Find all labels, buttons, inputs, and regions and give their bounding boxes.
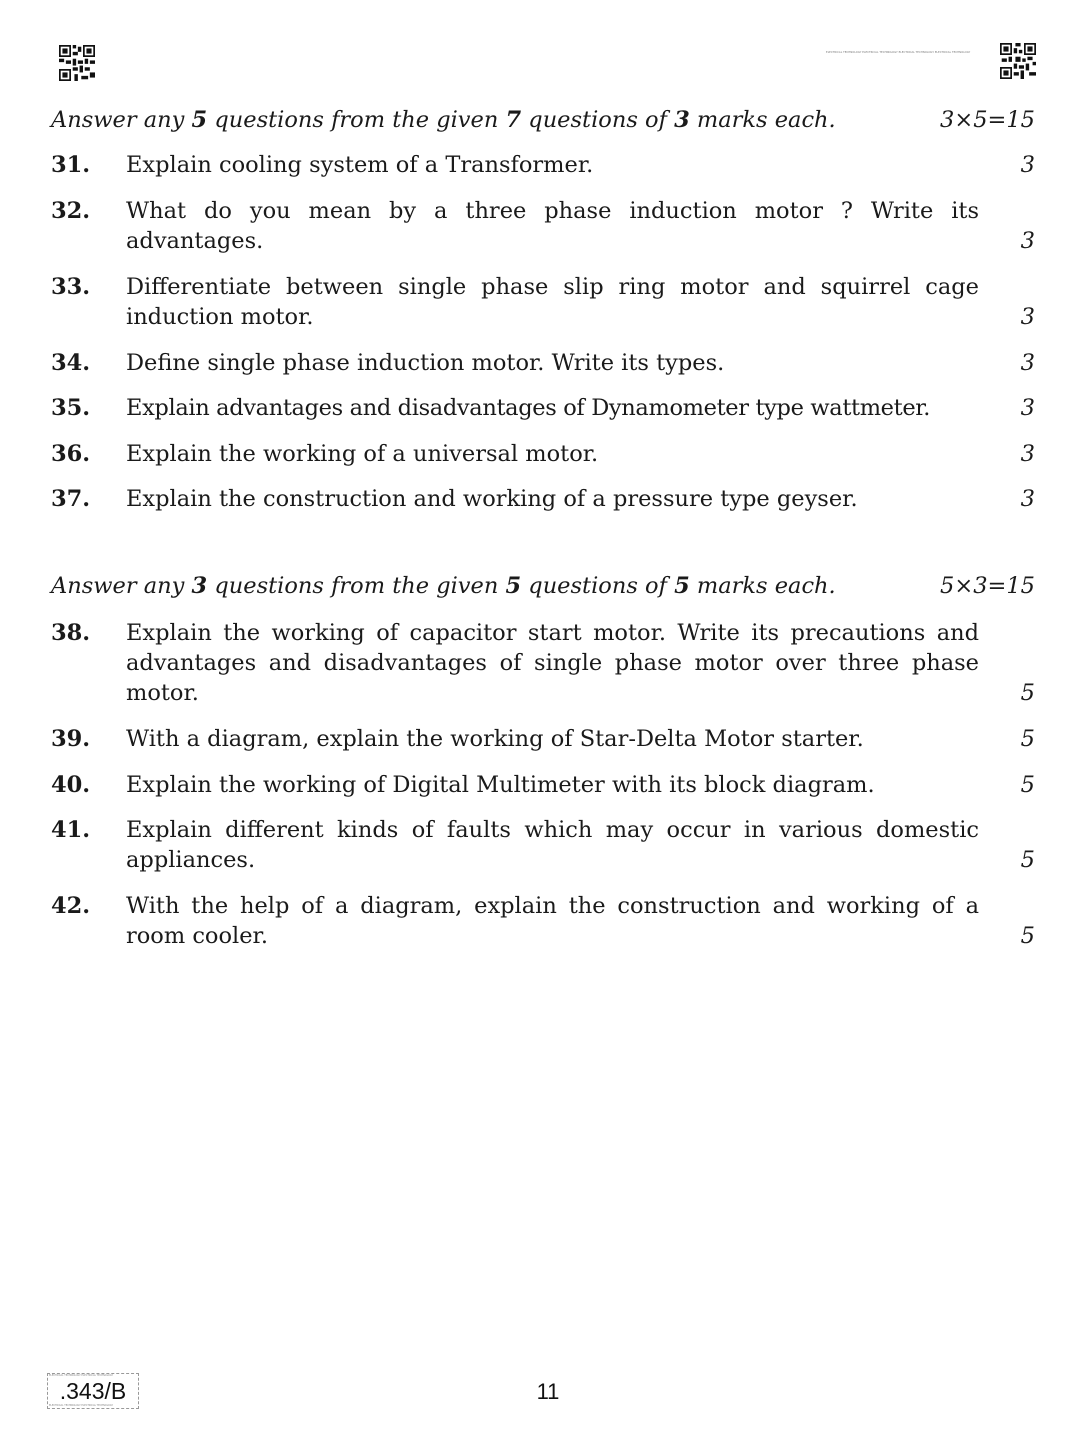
section-1-total-marks: 3×5=15 xyxy=(940,107,1035,133)
page-number: 11 xyxy=(536,1379,560,1404)
question-number: 34. xyxy=(51,350,91,376)
question-text: Define single phase induction motor. Write its types. xyxy=(126,350,725,376)
question-number: 38. xyxy=(51,620,91,646)
question-marks: 3 xyxy=(1020,228,1035,254)
question-number: 41. xyxy=(51,817,91,843)
question-text: With a diagram, explain the working of Star-Delta Motor starter. xyxy=(126,726,864,752)
question-marks: 5 xyxy=(1020,680,1035,706)
question-38 xyxy=(51,618,1035,708)
question-33 xyxy=(51,272,1035,332)
question-marks: 5 xyxy=(1020,772,1035,798)
question-number: 42. xyxy=(51,893,91,919)
question-number: 35. xyxy=(51,395,91,421)
question-text: Differentiate between single phase slip ring motor and squirrel cage induction motor. xyxy=(126,274,979,330)
question-text: Explain advantages and disadvantages of Dynamometer type wattmeter. xyxy=(126,395,931,421)
question-text: Explain the working of Digital Multimeter with its block diagram. xyxy=(126,772,875,798)
question-number: 32. xyxy=(51,198,91,224)
question-marks: 3 xyxy=(1020,152,1035,178)
section-2-instruction: Answer any 3 questions from the given 5 questions of 5 marks each. 5×3=15 xyxy=(51,573,1035,599)
question-32 xyxy=(51,196,1035,256)
question-39 xyxy=(51,724,1035,754)
question-35 xyxy=(51,393,1035,423)
question-text: Explain the working of capacitor start motor. Write its precautions and advantages and disadvantages of single phase motor over three phase motor. xyxy=(126,620,979,706)
section-2-total-marks: 5×3=15 xyxy=(940,573,1035,599)
question-marks: 5 xyxy=(1020,923,1035,949)
question-text: What do you mean by a three phase induction motor ? Write its advantages. xyxy=(126,198,979,254)
question-marks: 3 xyxy=(1020,304,1035,330)
section-1-instruction: Answer any 5 questions from the given 7 questions of 3 marks each. 3×5=15 xyxy=(51,107,1035,133)
question-number: 37. xyxy=(51,486,91,512)
footer-microtext-bottom: ELECTRICAL TECHNOLOGY ELECTRICAL TECHNOLOGY xyxy=(49,1404,114,1407)
question-34 xyxy=(51,348,1035,378)
question-marks: 3 xyxy=(1020,395,1035,421)
question-marks: 5 xyxy=(1020,726,1035,752)
paper-code: .343/B xyxy=(47,1373,139,1409)
question-text: Explain different kinds of faults which may occur in various domestic appliances. xyxy=(126,817,979,873)
footer-microtext-top: ELECTRICAL TECHNOLOGY ELECTRICAL TECHNOLOGY xyxy=(49,1374,114,1377)
question-37 xyxy=(51,484,1035,514)
question-number: 36. xyxy=(51,441,91,467)
question-marks: 3 xyxy=(1020,486,1035,512)
question-42 xyxy=(51,891,1035,951)
question-marks: 3 xyxy=(1020,350,1035,376)
question-text: Explain the working of a universal motor. xyxy=(126,441,599,467)
question-31 xyxy=(51,150,1035,180)
question-number: 31. xyxy=(51,152,91,178)
question-text: Explain cooling system of a Transformer. xyxy=(126,152,594,178)
question-number: 33. xyxy=(51,274,91,300)
question-marks: 3 xyxy=(1020,441,1035,467)
header-microtext: ELECTRICAL TECHNOLOGY ELECTRICAL TECHNOLOGY ELECTRICAL TECHNOLOGY ELECTRICAL TECHNOLOGY xyxy=(826,51,971,54)
question-40 xyxy=(51,770,1035,800)
question-number: 39. xyxy=(51,726,91,752)
question-marks: 5 xyxy=(1020,847,1035,873)
qr-code-icon xyxy=(1000,43,1036,79)
question-number: 40. xyxy=(51,772,91,798)
question-41 xyxy=(51,815,1035,875)
question-text: With the help of a diagram, explain the construction and working of a room cooler. xyxy=(126,893,979,949)
qr-code-icon xyxy=(59,45,95,81)
question-36 xyxy=(51,439,1035,469)
question-text: Explain the construction and working of a pressure type geyser. xyxy=(126,486,858,512)
